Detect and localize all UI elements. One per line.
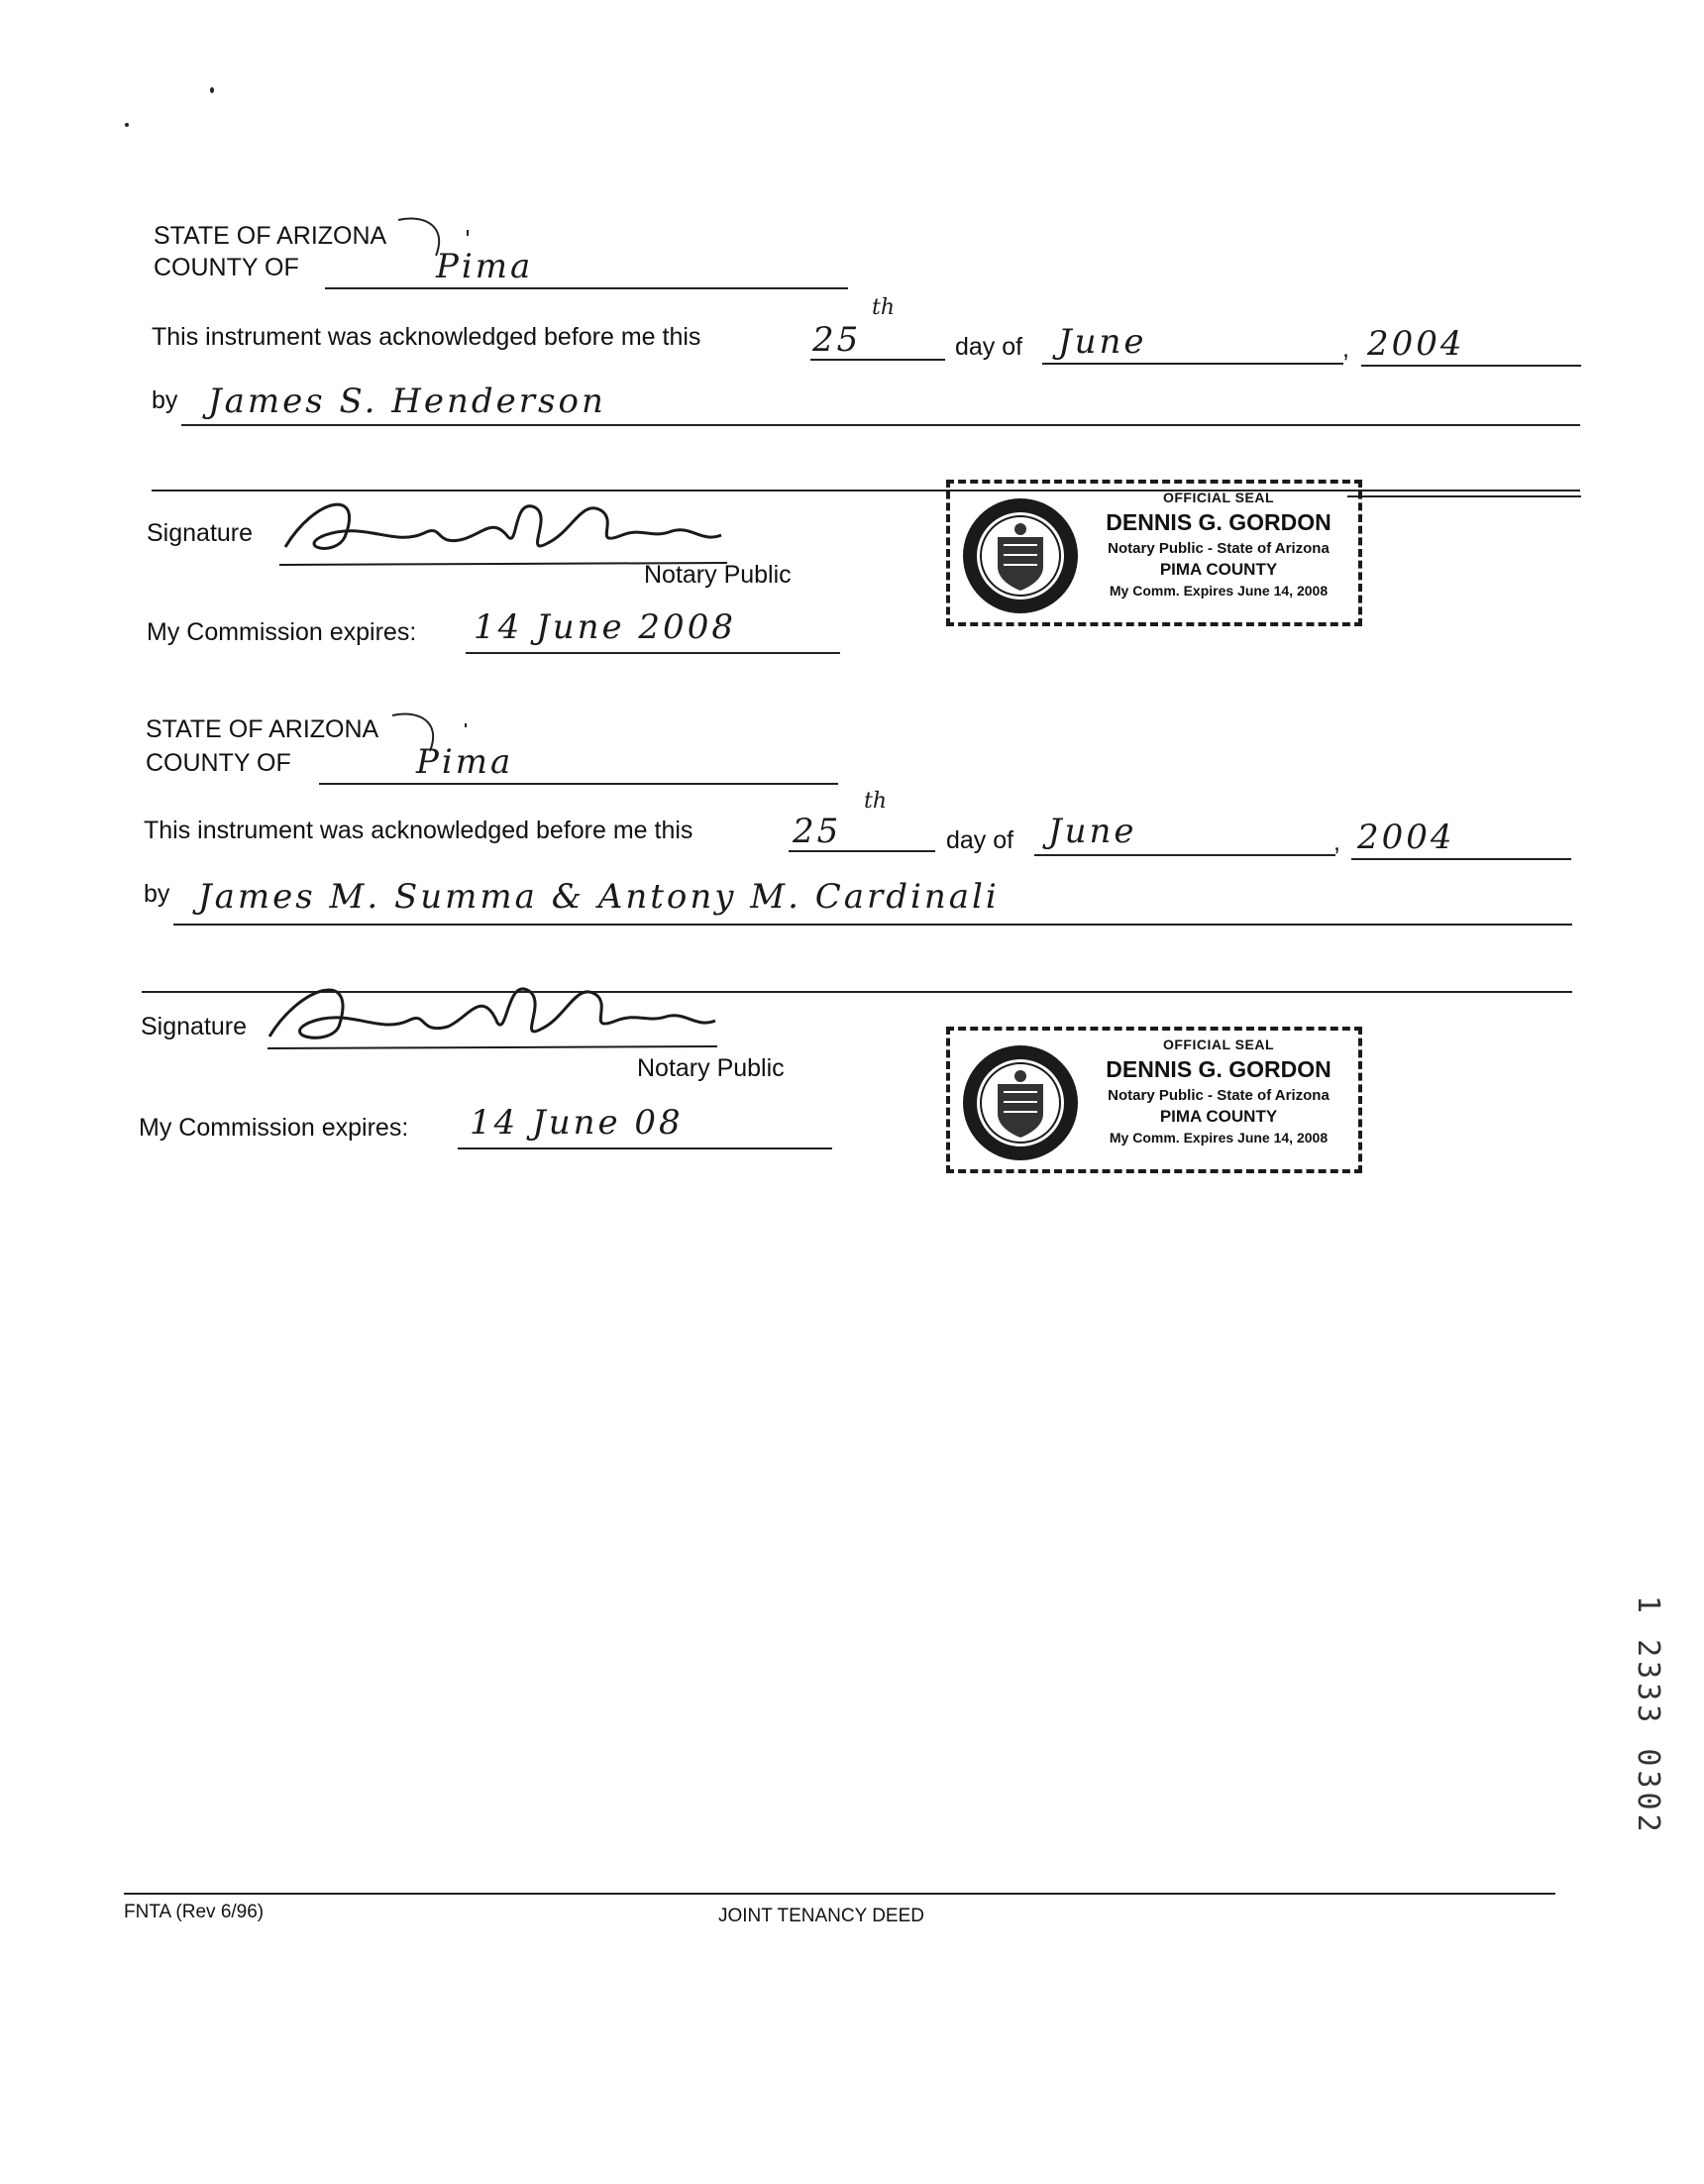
seal-text-group (1087, 1031, 1350, 1146)
seal-text-group (1087, 484, 1350, 599)
seal-county: PIMA COUNTY (1159, 1107, 1278, 1126)
signature-label: Signature (141, 1013, 248, 1040)
footer-form-id: FNTA (Rev 6/96) (124, 1902, 265, 1922)
day-suffix: th (872, 295, 896, 320)
seal-expiration: My Comm. Expires June 14, 2008 (1109, 583, 1329, 599)
ack-text: This instrument was acknowledged before me this (144, 817, 693, 844)
notary-public-label: Notary Public (644, 561, 792, 589)
state-label: STATE OF ARIZONA (154, 222, 387, 250)
day-of-label: day of (955, 333, 1023, 361)
day-suffix: th (864, 789, 888, 814)
ack-text: This instrument was acknowledged before me this (152, 323, 701, 351)
seal-top-line (1347, 495, 1581, 497)
commission-line (458, 1147, 832, 1149)
year-line (1351, 858, 1571, 860)
seal-official-label: OFFICIAL SEAL (1162, 490, 1275, 505)
county-line (325, 287, 848, 289)
by-value: James S. Henderson (208, 382, 606, 421)
seal-notary-name: DENNIS G. GORDON (1106, 1056, 1331, 1082)
seal-notary-name: DENNIS G. GORDON (1106, 509, 1331, 535)
seal-county: PIMA COUNTY (1159, 560, 1278, 579)
month-value: June (1058, 322, 1147, 362)
scan-speck (125, 123, 129, 127)
notary-signature (260, 957, 725, 1066)
commission-label: My Commission expires: (147, 618, 417, 646)
month-line (1042, 363, 1343, 365)
seal-expiration: My Comm. Expires June 14, 2008 (1109, 1130, 1329, 1146)
county-label: COUNTY OF (154, 254, 299, 281)
county-line (319, 783, 838, 785)
month-line (1034, 854, 1335, 856)
notary-public-label: Notary Public (637, 1054, 785, 1082)
scan-speck (210, 87, 214, 93)
by-line (173, 924, 1572, 926)
seal-notary-title: Notary Public - State of Arizona (1108, 540, 1330, 557)
year-line (1361, 365, 1581, 367)
commission-label: My Commission expires: (139, 1114, 409, 1142)
day-value: 25 (793, 812, 842, 851)
state-label: STATE OF ARIZONA (146, 715, 379, 743)
year-value: 2004 (1357, 818, 1455, 857)
by-label: by (144, 880, 170, 908)
arizona-seal-emblem (960, 495, 1081, 616)
commission-value: 14 June 2008 (474, 607, 736, 647)
comma: , (1342, 335, 1349, 363)
commission-line (466, 652, 840, 654)
margin-document-number: 1 2333 0302 (1631, 1595, 1665, 1836)
by-value: James M. Summa & Antony M. Cardinali (198, 877, 1000, 917)
day-value: 25 (812, 320, 862, 360)
footer-doc-title: JOINT TENANCY DEED (718, 1906, 924, 1926)
county-label: COUNTY OF (146, 749, 291, 777)
by-line (181, 424, 1580, 426)
seal-notary-title: Notary Public - State of Arizona (1108, 1087, 1330, 1104)
commission-value: 14 June 08 (470, 1103, 684, 1143)
notary-seal (946, 480, 1362, 626)
arizona-seal-emblem (960, 1042, 1081, 1163)
day-of-label: day of (946, 826, 1014, 854)
notary-seal (946, 1027, 1362, 1173)
county-value: Pima (436, 247, 534, 286)
by-label: by (152, 386, 178, 414)
signature-label: Signature (147, 519, 254, 547)
comma: , (1333, 828, 1340, 856)
seal-official-label: OFFICIAL SEAL (1162, 1037, 1275, 1052)
year-value: 2004 (1367, 324, 1465, 364)
month-value: June (1048, 812, 1137, 851)
footer-rule (124, 1893, 1555, 1895)
county-value: Pima (416, 742, 514, 782)
